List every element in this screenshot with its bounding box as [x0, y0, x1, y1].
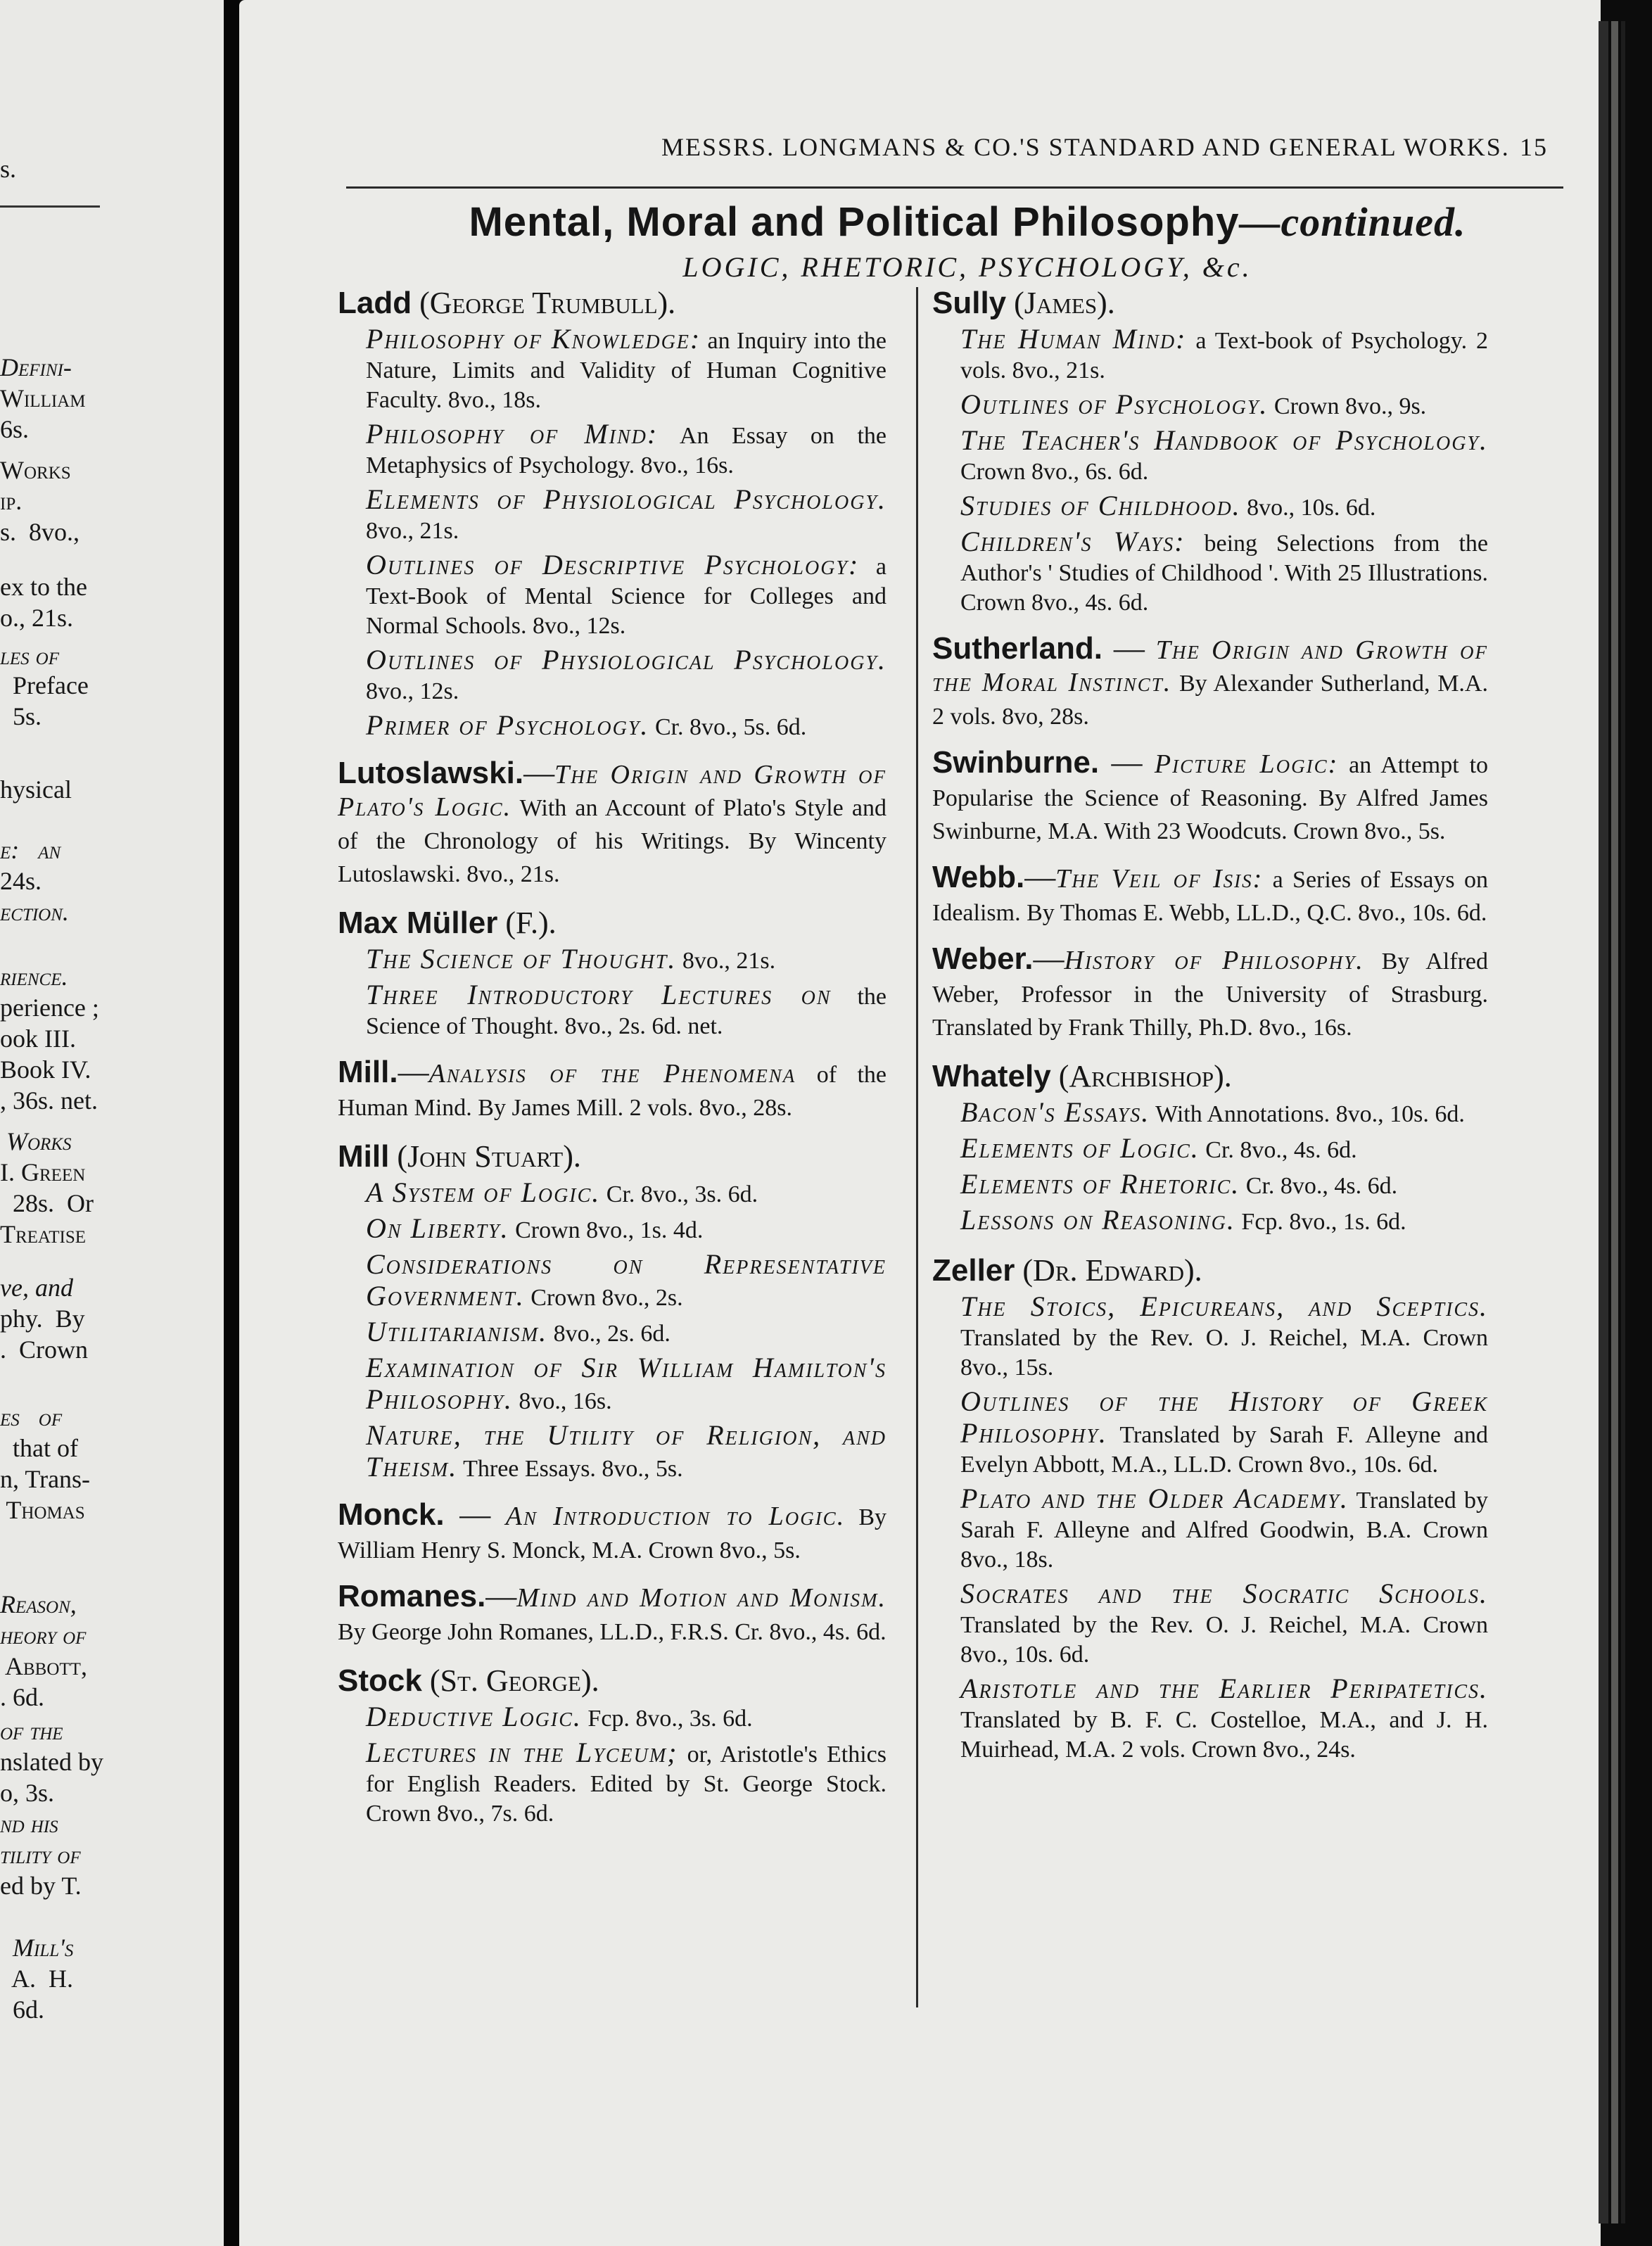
work-title: The Teacher's Handbook of Psychology. [960, 424, 1488, 456]
catalogue-entry [932, 862, 1488, 928]
work-item [338, 485, 887, 546]
entry-dash: — [1033, 941, 1065, 976]
previous-page-text: perience ; [0, 994, 99, 1022]
previous-page-text: tility of [0, 1841, 81, 1869]
work-item [932, 1098, 1488, 1129]
previous-page-text: s. [0, 155, 17, 183]
work-title: The Human Mind: [960, 323, 1187, 355]
work-details: 8vo., 16s. [512, 1388, 612, 1414]
previous-page-rule [0, 205, 100, 208]
work-title: Three Introductory Lectures on [366, 979, 832, 1010]
work-title: An Introduction to Logic. [505, 1502, 846, 1531]
previous-page-text: Preface [0, 671, 89, 699]
catalogue-entry [932, 633, 1488, 732]
work-details: Three Essays. 8vo., 5s. [457, 1456, 683, 1482]
previous-page-text: I. Green [0, 1158, 86, 1186]
section-continued: —continued. [1239, 199, 1466, 245]
work-details: 8vo., 12s. [366, 678, 459, 704]
header-rule [346, 186, 1563, 189]
work-details: or, Aristotle's Ethics for English Readers. Edited by St. George Stock. Crown 8vo., 7s. 6d. [366, 1741, 887, 1827]
catalogue-entry [932, 747, 1488, 846]
running-header-title: MESSRS. LONGMANS & CO.'S STANDARD AND GENERAL WORKS. [661, 133, 1510, 161]
work-details: 8vo., 21s. [676, 948, 776, 974]
catalogue-entry [338, 1663, 887, 1829]
entry-dash: — [398, 1055, 429, 1089]
previous-page-text: heory of [0, 1621, 87, 1649]
work-item [932, 1169, 1488, 1201]
author-name: Zeller [932, 1253, 1015, 1288]
work-title: Outlines of Psychology. [960, 388, 1269, 420]
work-title: A System of Logic. [366, 1176, 601, 1208]
work-title: Considerations on Representative Government. [366, 1248, 887, 1312]
work-details: Translated by the Rev. O. J. Reichel, M.A. Crown 8vo., 15s. [960, 1325, 1488, 1381]
work-title: Elements of Logic. [960, 1132, 1200, 1164]
running-header [661, 132, 1548, 167]
author-name: Ladd [338, 286, 412, 320]
right-column [932, 285, 1488, 1780]
section-title [387, 198, 1548, 246]
book-gutter [224, 0, 239, 2246]
previous-page-text: ex to the [0, 573, 87, 601]
work-item [932, 1484, 1488, 1575]
work-title: Plato and the Older Academy. [960, 1483, 1349, 1514]
work-details: the Science of Thought. 8vo., 2s. 6d. net. [366, 984, 887, 1039]
author-line [932, 1058, 1488, 1095]
work-details: a Series of Essays on Idealism. By Thomas E. Webb, LL.D., Q.C. 8vo., 10s. 6d. [932, 867, 1488, 926]
author-line [338, 285, 887, 322]
previous-page-text: es of [0, 1403, 63, 1431]
work-item [338, 980, 887, 1041]
page-edge [1611, 21, 1618, 2223]
author-name: Stock [338, 1663, 422, 1698]
page-edge [1621, 21, 1625, 2223]
entry-dash: — [444, 1497, 506, 1532]
author-name: Monck. [338, 1497, 445, 1532]
work-details: 8vo., 10s. 6d. [1240, 495, 1376, 521]
work-details: Translated by the Rev. O. J. Reichel, M.A. Crown 8vo., 10s. 6d. [960, 1612, 1488, 1668]
work-title: Primer of Psychology. [366, 709, 649, 741]
author-line [338, 1663, 887, 1699]
catalogue-entry [932, 1058, 1488, 1237]
author-line [932, 633, 1488, 732]
work-item [338, 1702, 887, 1734]
work-title: Philosophy of Knowledge: [366, 323, 701, 355]
work-title: Picture Logic: [1154, 749, 1339, 779]
work-details: a Text-book of Psychology. 2 vols. 8vo., 21s. [960, 328, 1488, 383]
previous-page-text: Defini- [0, 353, 72, 381]
previous-page-text: that of [0, 1434, 78, 1462]
previous-page-text: . 6d. [0, 1683, 44, 1711]
work-title: Lectures in the Lyceum; [366, 1737, 678, 1768]
previous-page-text: A. H. [0, 1965, 74, 1993]
work-title: Elements of Rhetoric. [960, 1168, 1240, 1200]
work-details: Cr. 8vo., 4s. 6d. [1240, 1173, 1398, 1199]
catalogue-entry [932, 285, 1488, 618]
work-item [338, 1421, 887, 1484]
work-item [338, 711, 887, 742]
previous-page-text: Reason, [0, 1590, 77, 1618]
author-qualifier: (Dr. Edward). [1015, 1253, 1202, 1288]
entry-dash: — [1099, 745, 1155, 780]
work-item [338, 1178, 887, 1210]
author-line [932, 285, 1488, 322]
work-details: By George John Romanes, LL.D., F.R.S. Cr. 8vo., 4s. 6d. [338, 1619, 887, 1645]
previous-page-text: nslated by [0, 1748, 103, 1776]
previous-page-text: ection. [0, 898, 69, 926]
work-title: Aristotle and the Earlier Peripatetics. [960, 1673, 1488, 1704]
work-item [338, 1353, 887, 1416]
previous-page-text: hysical [0, 775, 72, 804]
work-details: Crown 8vo., 9s. [1268, 393, 1427, 419]
author-name: Romanes. [338, 1579, 486, 1613]
author-line [932, 941, 1488, 1043]
work-details: Fcp. 8vo., 1s. 6d. [1235, 1209, 1406, 1235]
work-details: Fcp. 8vo., 3s. 6d. [581, 1706, 753, 1732]
work-item [932, 426, 1488, 487]
work-item [932, 491, 1488, 523]
work-title: Nature, the Utility of Religion, and Theism. [366, 1419, 887, 1483]
author-qualifier: (George Trumbull). [412, 286, 676, 320]
work-details: Translated by B. F. C. Costelloe, M.A., and J. H. Muirhead, M.A. 2 vols. Crown 8vo., 24s. [960, 1707, 1488, 1763]
previous-page-text: ook III. [0, 1024, 76, 1053]
work-details: a Text-Book of Mental Science for Colleges and Normal Schools. 8vo., 12s. [366, 554, 887, 639]
work-details: By Alfred Weber, Professor in the University of Strasburg. Translated by Frank Thilly, Ph.D. 8vo., 16s. [932, 948, 1488, 1041]
work-item [932, 390, 1488, 421]
work-details: an Inquiry into the Nature, Limits and Validity of Human Cognitive Faculty. 8vo., 18s. [366, 328, 887, 413]
work-title: Mind and Motion and Monism. [516, 1583, 887, 1613]
previous-page-text: ip. [0, 487, 23, 515]
work-item [338, 645, 887, 706]
work-item [932, 1579, 1488, 1670]
previous-page-text: Works [0, 1127, 72, 1155]
catalogue-page [239, 0, 1601, 2246]
work-item [932, 1387, 1488, 1480]
work-item [932, 1674, 1488, 1765]
work-title: History of Philosophy. [1064, 946, 1364, 975]
left-column [338, 285, 887, 1844]
previous-page-text: 28s. Or [0, 1189, 94, 1217]
work-title: Bacon's Essays. [960, 1096, 1150, 1128]
author-qualifier: (James). [1006, 286, 1115, 320]
catalogue-entry [338, 1057, 887, 1123]
page-edge [1599, 21, 1608, 2223]
page-number: 15 [1520, 133, 1548, 161]
author-name: Max Müller [338, 906, 498, 940]
previous-page-text: n, Trans- [0, 1465, 91, 1493]
previous-page-text: , 36s. net. [0, 1086, 98, 1115]
work-item [338, 419, 887, 481]
previous-page-fragment [0, 0, 224, 2246]
previous-page-text: les of [0, 642, 59, 670]
previous-page-text: s. 8vo., [0, 518, 80, 546]
work-title: Examination of Sir William Hamilton's Philosophy. [366, 1352, 887, 1415]
work-title: The Origin and Growth of the Moral Instinct. [932, 635, 1489, 697]
work-title: The Stoics, Epicureans, and Sceptics. [960, 1290, 1488, 1322]
catalogue-entry [338, 1138, 887, 1484]
previous-page-text: 6s. [0, 415, 30, 443]
previous-page-text: Treatise [0, 1220, 86, 1248]
work-details: Cr. 8vo., 5s. 6d. [649, 714, 807, 740]
work-item [338, 1214, 887, 1245]
previous-page-text: ed by T. [0, 1872, 82, 1900]
author-line [338, 1057, 887, 1123]
previous-page-text: o., 21s. [0, 604, 74, 632]
author-qualifier: (Archbishop). [1050, 1059, 1232, 1093]
author-name: Mill. [338, 1055, 398, 1089]
entry-dash: — [1103, 631, 1156, 666]
work-title: Children's Ways: [960, 526, 1186, 557]
section-title-text: Mental, Moral and Political Philosophy [469, 199, 1240, 245]
work-details: an Attempt to Popularise the Science of Reasoning. By Alfred James Swinburne, M.A. With 23 Woodcuts. Crown 8vo., 5s. [932, 752, 1489, 844]
author-line [338, 1499, 887, 1566]
work-details: of the Human Mind. By James Mill. 2 vols. 8vo., 28s. [338, 1062, 887, 1121]
work-title: The Veil of Isis: [1055, 864, 1264, 894]
author-name: Sutherland. [932, 631, 1103, 666]
previous-page-text: e: an [0, 836, 61, 864]
work-details: Crown 8vo., 1s. 4d. [509, 1217, 704, 1243]
author-line [932, 747, 1488, 846]
work-item [338, 1738, 887, 1829]
work-item [932, 324, 1488, 386]
previous-page-text: Book IV. [0, 1055, 91, 1084]
work-details: Crown 8vo., 2s. [524, 1285, 683, 1311]
previous-page-text: of the [0, 1717, 63, 1745]
author-name: Mill [338, 1139, 390, 1174]
author-qualifier: (F.). [497, 906, 557, 940]
work-title: Analysis of the Phenomena [428, 1059, 796, 1089]
previous-page-text: ve, and [0, 1274, 73, 1302]
author-qualifier: (John Stuart). [389, 1139, 581, 1174]
author-line [932, 862, 1488, 928]
entry-dash: — [523, 756, 555, 790]
section-subtitle: LOGIC, RHETORIC, PSYCHOLOGY, &c. [682, 251, 1252, 283]
work-details: Cr. 8vo., 4s. 6d. [1199, 1137, 1357, 1163]
work-title: Outlines of the History of Greek Philosophy. [960, 1385, 1488, 1449]
work-item [338, 550, 887, 641]
author-name: Sully [932, 286, 1007, 320]
previous-page-text: Abbott, [0, 1652, 87, 1680]
author-line [338, 905, 887, 941]
entry-dash: — [1024, 860, 1056, 894]
author-name: Swinburne. [932, 745, 1100, 780]
work-title: Lessons on Reasoning. [960, 1204, 1235, 1236]
work-item [338, 1317, 887, 1349]
author-name: Whately [932, 1059, 1051, 1093]
work-title: Deductive Logic. [366, 1701, 582, 1732]
previous-page-text: 5s. [0, 702, 42, 730]
work-item [338, 324, 887, 415]
previous-page-text: rience. [0, 963, 68, 991]
work-title: On Liberty. [366, 1212, 509, 1244]
previous-page-text: Mill's [0, 1934, 74, 1962]
work-title: Philosophy of Mind: [366, 418, 659, 450]
catalogue-entry [338, 1499, 887, 1566]
work-details: Translated by Sarah F. Alleyne and Evelyn Abbott, M.A., LL.D. Crown 8vo., 10s. 6d. [960, 1422, 1488, 1478]
work-item [932, 1292, 1488, 1383]
work-title: Outlines of Physiological Psychology. [366, 644, 887, 675]
catalogue-entry [338, 758, 887, 889]
author-line [932, 1252, 1488, 1289]
work-details: With Annotations. 8vo., 10s. 6d. [1150, 1101, 1465, 1127]
work-title: The Origin and Growth of Plato's Logic. [338, 760, 887, 822]
previous-page-text: William [0, 384, 86, 412]
work-details: Crown 8vo., 6s. 6d. [960, 459, 1149, 485]
work-item [338, 944, 887, 976]
previous-page-text: nd his [0, 1810, 58, 1838]
author-qualifier: (St. George). [421, 1663, 599, 1698]
entry-dash: — [485, 1579, 517, 1613]
author-name: Lutoslawski. [338, 756, 524, 790]
work-title: Studies of Childhood. [960, 490, 1241, 521]
work-details: 8vo., 21s. [366, 518, 459, 544]
work-item [338, 1250, 887, 1313]
author-name: Weber. [932, 941, 1034, 976]
work-item [932, 527, 1488, 618]
previous-page-text: o, 3s. [0, 1779, 55, 1807]
author-line [338, 1581, 887, 1647]
work-title: Utilitarianism. [366, 1316, 548, 1347]
catalogue-entry [932, 941, 1488, 1043]
column-divider [916, 287, 918, 2007]
previous-page-text: phy. By [0, 1305, 85, 1333]
work-title: Elements of Physiological Psychology. [366, 483, 887, 515]
work-title: The Science of Thought. [366, 943, 677, 975]
work-item [932, 1134, 1488, 1165]
work-details: being Selections from the Author's ' Studies of Childhood '. With 25 Illustrations. Crown 8vo., 4s. 6d. [960, 531, 1489, 616]
work-details: With an Account of Plato's Style and of the Chronology of his Writings. By Wincenty Lutoslawski. 8vo., 21s. [338, 795, 887, 887]
previous-page-text: 24s. [0, 867, 42, 895]
author-line [338, 1138, 887, 1175]
catalogue-entry [338, 905, 887, 1041]
work-details: By Alexander Sutherland, M.A. 2 vols. 8vo, 28s. [932, 671, 1488, 730]
author-line [338, 758, 887, 889]
work-details: By William Henry S. Monck, M.A. Crown 8vo., 5s. [338, 1504, 887, 1563]
work-details: 8vo., 2s. 6d. [547, 1321, 671, 1347]
catalogue-entry [338, 285, 887, 742]
author-name: Webb. [932, 860, 1025, 894]
work-title: Socrates and the Socratic Schools. [960, 1578, 1488, 1609]
catalogue-entry [932, 1252, 1488, 1765]
previous-page-text: Works [0, 456, 71, 484]
work-item [932, 1205, 1488, 1237]
previous-page-text: Thomas [0, 1496, 85, 1524]
work-details: Cr. 8vo., 3s. 6d. [600, 1181, 758, 1207]
catalogue-entry [338, 1581, 887, 1647]
work-title: Outlines of Descriptive Psychology: [366, 549, 860, 580]
previous-page-text: 6d. [0, 1996, 44, 2024]
previous-page-text: . Crown [0, 1335, 88, 1364]
work-details: Translated by Sarah F. Alleyne and Alfred Goodwin, B.A. Crown 8vo., 18s. [960, 1487, 1488, 1573]
work-details: An Essay on the Metaphysics of Psychology. 8vo., 16s. [366, 423, 887, 478]
